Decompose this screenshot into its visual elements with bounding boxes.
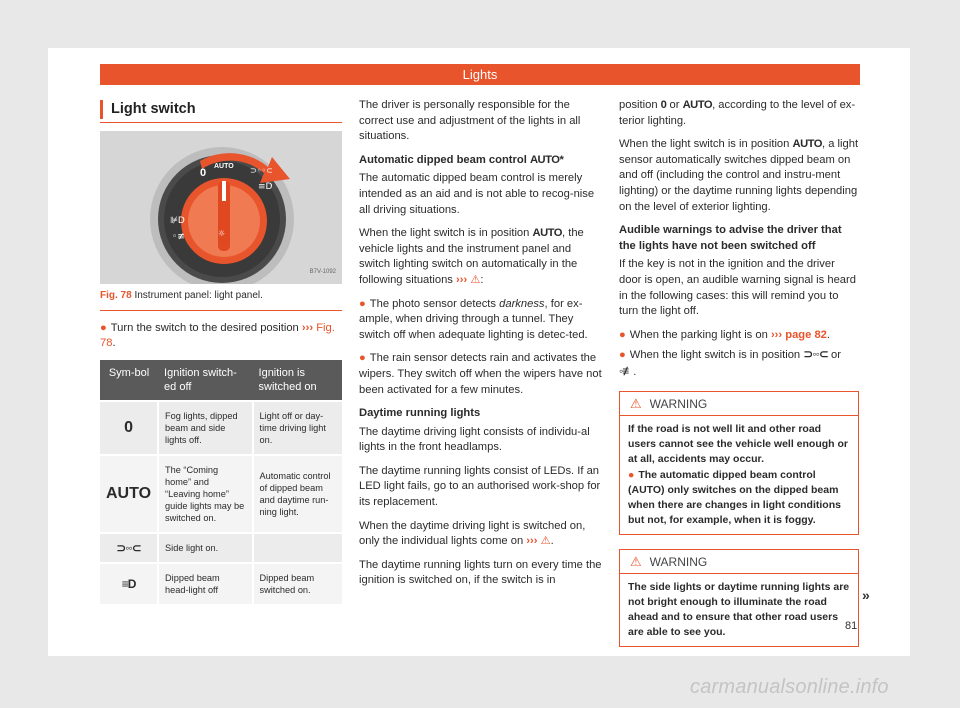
warning-body: The side lights or daytime running lights are not bright enough to illuminate the road ahead and to ensure that other road users are able to see you. bbox=[628, 580, 850, 638]
figure-link[interactable]: Fig. 78 bbox=[100, 321, 335, 350]
figure-caption bbox=[100, 288, 342, 311]
table-row bbox=[100, 533, 342, 563]
table-row bbox=[100, 563, 342, 604]
step-end: . bbox=[112, 337, 116, 350]
paragraph: position 0 or AUTO, according to the level of ex-terior lighting. bbox=[619, 99, 856, 127]
side-light-icon: ⊃◦◦⊂ bbox=[803, 347, 828, 362]
svg-text:◦≢: ◦≢ bbox=[172, 232, 185, 242]
paragraph: The automatic dipped beam control is merely intended as an aid and is not able to recog-nise all driving situations. bbox=[359, 172, 595, 216]
table-cell: The “Coming home” and “Leaving home” guide lights may be switched on. bbox=[158, 455, 252, 533]
warning-triangle-icon[interactable]: ⚠ bbox=[470, 273, 481, 286]
dipped-beam-icon: ≡D bbox=[121, 576, 136, 591]
figure-caption-text: Instrument panel: light panel. bbox=[134, 290, 263, 301]
warning-icon: ⚠ bbox=[630, 395, 642, 411]
symbol-zero: 0 bbox=[100, 401, 158, 455]
warning-header: ⚠ WARNING bbox=[620, 550, 858, 574]
svg-text:⊯D: ⊯D bbox=[170, 216, 185, 226]
svg-text:⊃◦◦⊂: ⊃◦◦⊂ bbox=[250, 166, 273, 175]
figure-code: B7V-1092 bbox=[309, 269, 336, 276]
dial-label-auto: AUTO bbox=[214, 163, 234, 170]
bullet-icon: ● bbox=[628, 468, 635, 481]
ref-arrow-icon: ››› bbox=[301, 321, 314, 334]
table-header: Ignition switch-ed off bbox=[158, 360, 252, 401]
table-cell: Automatic control of dipped beam and daytime run-ning light. bbox=[253, 455, 342, 533]
paragraph: When the light switch is in position AUTO, a light sensor automatically switches dipped beam on and off (including the control and instru-ment lighting) or the daytime running lights depending on the level of exterior lighting. bbox=[619, 138, 859, 213]
warning-icon: ⚠ bbox=[630, 553, 642, 569]
bullet-icon: ● bbox=[359, 352, 366, 365]
warning-box bbox=[619, 391, 859, 535]
ref-arrow-icon: ››› bbox=[456, 273, 468, 286]
table-cell: Light off or day-time driving light on. bbox=[253, 401, 342, 455]
paragraph: The daytime running lights turn on every time the ignition is switched on, if the switch is in bbox=[359, 558, 602, 587]
heading-daytime-running-lights: Daytime running lights bbox=[359, 407, 481, 420]
bullet-icon: ● bbox=[619, 349, 626, 362]
table-cell bbox=[253, 533, 342, 563]
bullet-icon: ● bbox=[619, 328, 626, 341]
auto-badge: AUTO bbox=[682, 99, 713, 111]
figure-caption-label: Fig. 78 bbox=[100, 290, 132, 301]
warning-triangle-icon[interactable]: ⚠ bbox=[540, 535, 551, 548]
table-row bbox=[100, 401, 342, 455]
warning-header: ⚠ WARNING bbox=[620, 392, 858, 416]
paragraph: The daytime running lights consist of LEDs. If an LED light fails, go to an authorised work-shop for its replacement. bbox=[359, 464, 601, 509]
table-cell: Side light on. bbox=[158, 533, 252, 563]
bullet-item: ● The rain sensor detects rain and activates the wipers. They switch off when the wipers have not been activated for a few minutes. bbox=[359, 352, 602, 396]
symbol-auto: AUTO bbox=[100, 455, 158, 533]
title-rule bbox=[100, 122, 342, 123]
section-title: Light switch bbox=[100, 100, 342, 119]
page-link[interactable]: page 82 bbox=[785, 328, 827, 341]
side-light-icon: ⊃◦◦⊂ bbox=[116, 540, 141, 555]
warning-body: If the road is not well lit and other road users cannot see the vehicle well enough or at all, accidents may occur. ● The automatic dipped beam control (AUTO) only switches on the dipped beam when there are changes in light conditions but not, for example, when it is foggy. bbox=[628, 422, 848, 526]
paragraph: The driver is personally responsible for the correct use and adjustment of the lights in all situations. bbox=[359, 99, 581, 143]
table-cell: Dipped beam head-light off bbox=[158, 563, 252, 604]
auto-badge: AUTO bbox=[532, 227, 562, 240]
table-row bbox=[100, 455, 342, 533]
watermark: carmanualsonline.info bbox=[690, 676, 889, 698]
heading-audible-warnings: Audible warnings to advise the driver that the lights have not been switched off bbox=[619, 224, 842, 252]
table-header: Ignition is switched on bbox=[253, 360, 342, 401]
bullet-item: ● When the parking light is on ››› page 82. bbox=[619, 328, 831, 341]
bullet-item: ● The photo sensor detects darkness, for ex-ample, when driving through a tunnel. They switch off when adequate lighting is detec-ted. bbox=[359, 297, 588, 341]
paragraph: If the key is not in the ignition and the driver door is open, an audible warning signal is heard in the following cases: this will remind you to turn the light off. bbox=[619, 258, 856, 318]
ref-arrow-icon: ››› bbox=[770, 328, 783, 341]
bullet-icon: ● bbox=[359, 297, 366, 310]
optional-star: * bbox=[559, 153, 564, 166]
column-2 bbox=[359, 98, 602, 597]
table-header: Sym-bol bbox=[100, 360, 158, 401]
ref-arrow-icon: ››› bbox=[526, 535, 538, 548]
zero-badge: 0 bbox=[660, 99, 667, 111]
column-3 bbox=[619, 98, 859, 647]
step-text: Turn the switch to the desired position bbox=[110, 321, 299, 334]
bullet-item: ● When the light switch is in position ⊃◦◦⊂ or ◦≢. bbox=[619, 347, 841, 378]
page-number: 81 bbox=[845, 620, 858, 632]
paragraph: The daytime driving light consists of individu-al lights in the front headlamps. bbox=[359, 425, 590, 454]
svg-text:☼: ☼ bbox=[218, 229, 226, 238]
auto-badge: AUTO bbox=[529, 153, 560, 166]
warning-box bbox=[619, 549, 859, 647]
light-switch-illustration bbox=[100, 131, 342, 284]
paragraph: When the light switch is in position AUTO, the vehicle lights and the instrument panel and switch lighting switch on automatically in the following situations ››› ⚠: bbox=[359, 227, 584, 286]
svg-text:≡D: ≡D bbox=[258, 182, 273, 192]
bullet-icon: ● bbox=[100, 321, 107, 334]
switch-positions-table bbox=[100, 360, 342, 604]
heading-auto-dipped-beam: Automatic dipped beam control AUTO* bbox=[359, 153, 564, 166]
light-switch-figure bbox=[100, 131, 342, 284]
table-cell: Fog lights, dipped beam and side lights off. bbox=[158, 401, 252, 455]
paragraph: When the daytime driving light is switched on, only the individual lights come on ››› ⚠. bbox=[359, 519, 586, 548]
table-cell: Dipped beam switched on. bbox=[253, 563, 342, 604]
auto-badge: AUTO bbox=[792, 138, 822, 151]
chapter-banner: Lights bbox=[100, 64, 860, 85]
dial-label-zero: 0 bbox=[200, 167, 207, 179]
rear-fog-light-icon: ◦≢ bbox=[619, 363, 634, 378]
continued-icon: » bbox=[862, 587, 870, 603]
table-header-row bbox=[100, 360, 342, 401]
column-1 bbox=[100, 100, 342, 604]
step-instruction bbox=[100, 321, 342, 352]
